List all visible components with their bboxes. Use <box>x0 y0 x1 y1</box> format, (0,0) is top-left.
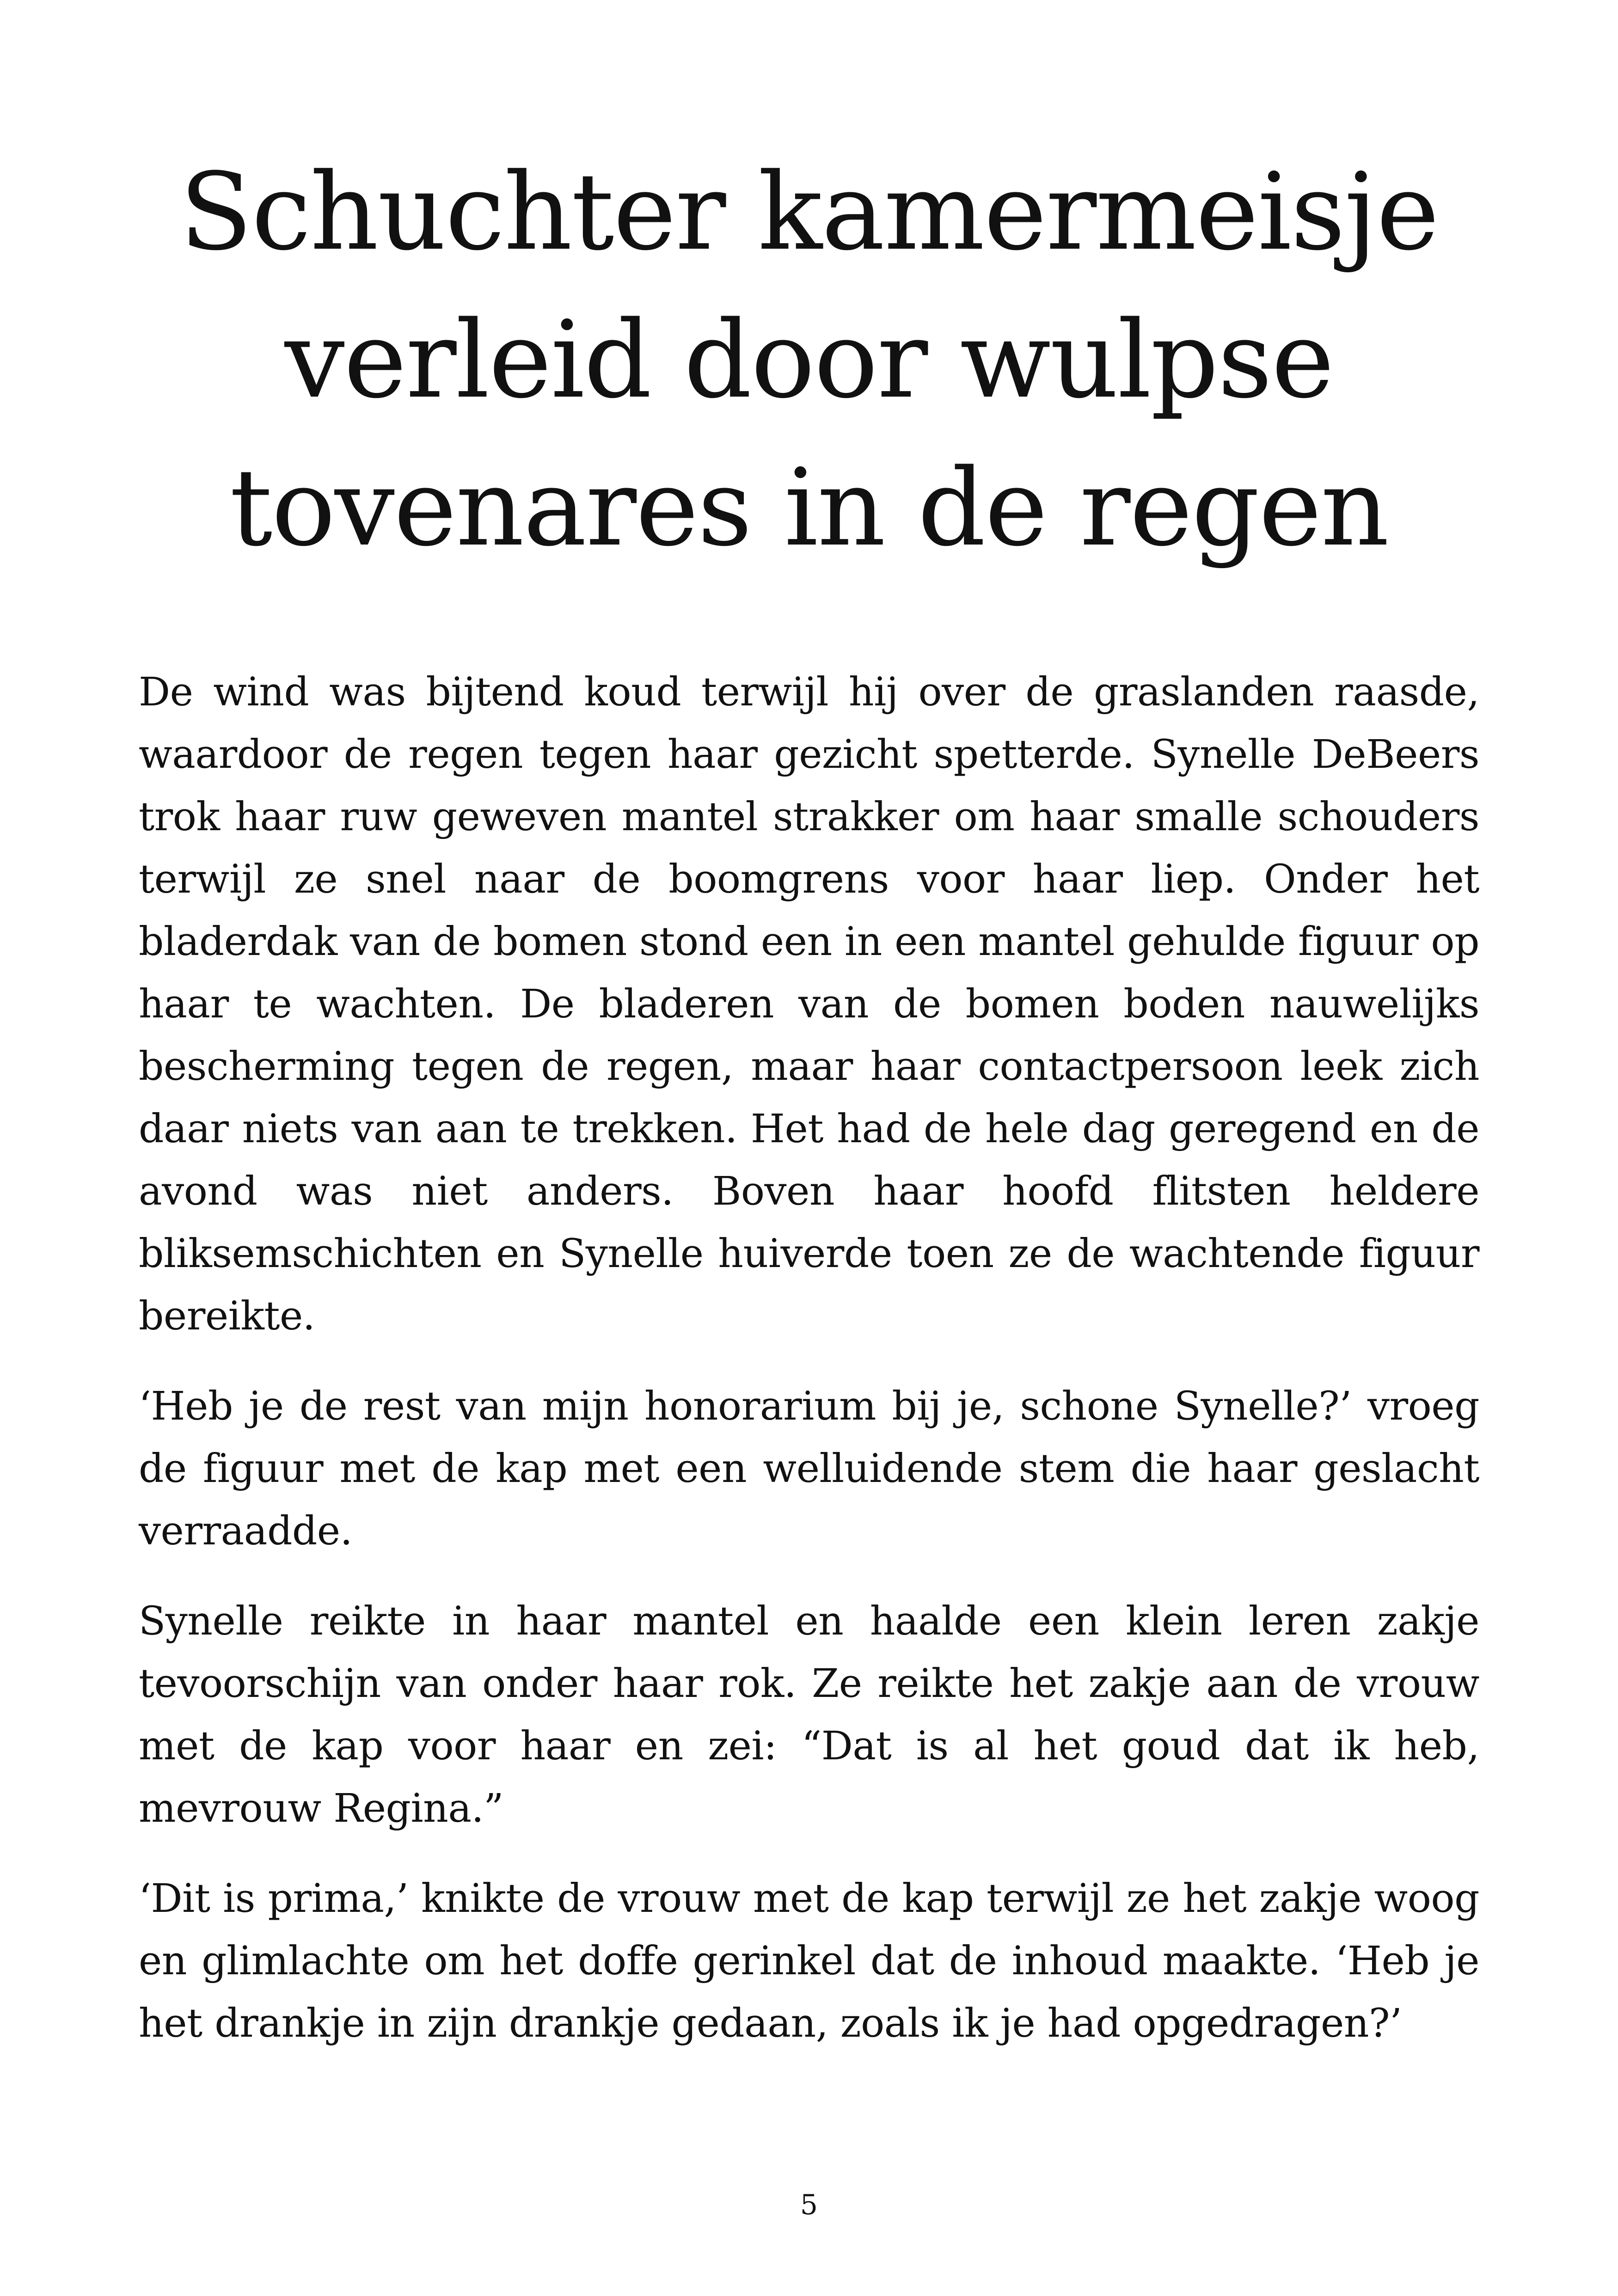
chapter-title: Schuchter kamermeisje verleid door wulpse tovenares in de regen <box>179 151 1439 570</box>
body-text <box>139 661 1479 2082</box>
page-number: 5 <box>800 2189 818 2221</box>
paragraph: ‘Dit is prima,’ knikte de vrouw met de kap terwijl ze het zakje woog en glimlachte om het doffe gerinkel dat de inhoud maakte. ‘Heb je het drankje in zijn drankje gedaan, zoals ik je had opgedragen?’ <box>139 1876 1479 2046</box>
paragraph: De wind was bijtend koud terwijl hij over de graslanden raasde, waardoor de regen tegen haar gezicht spetterde. Synelle DeBeers trok haar ruw geweven mantel strakker om haar smalle schouders terwijl ze snel naar de boomgrens voor haar liep. Onder het bladerdak van de bomen stond een in een mantel gehulde figuur op haar te wachten. De bladeren van de bomen boden nauwelijks bescherming tegen de regen, maar haar contactpersoon leek zich daar niets van aan te trekken. Het had de hele dag geregend en de avond was niet anders. Boven haar hoofd flitsten heldere bliksemschichten en Synelle huiverde toen ze de wachtende figuur bereikte. <box>139 669 1479 1339</box>
paragraph: ‘Heb je de rest van mijn honorarium bij je, schone Synelle?’ vroeg de figuur met de kap met een welluidende stem die haar geslacht verraadde. <box>139 1384 1479 1554</box>
paragraph: Synelle reikte in haar mantel en haalde een klein leren zakje tevoorschijn van onder haar rok. Ze reikte het zakje aan de vrouw met de kap voor haar en zei: “Dat is al het goud dat ik heb, mevrouw Regina.” <box>139 1598 1479 1831</box>
